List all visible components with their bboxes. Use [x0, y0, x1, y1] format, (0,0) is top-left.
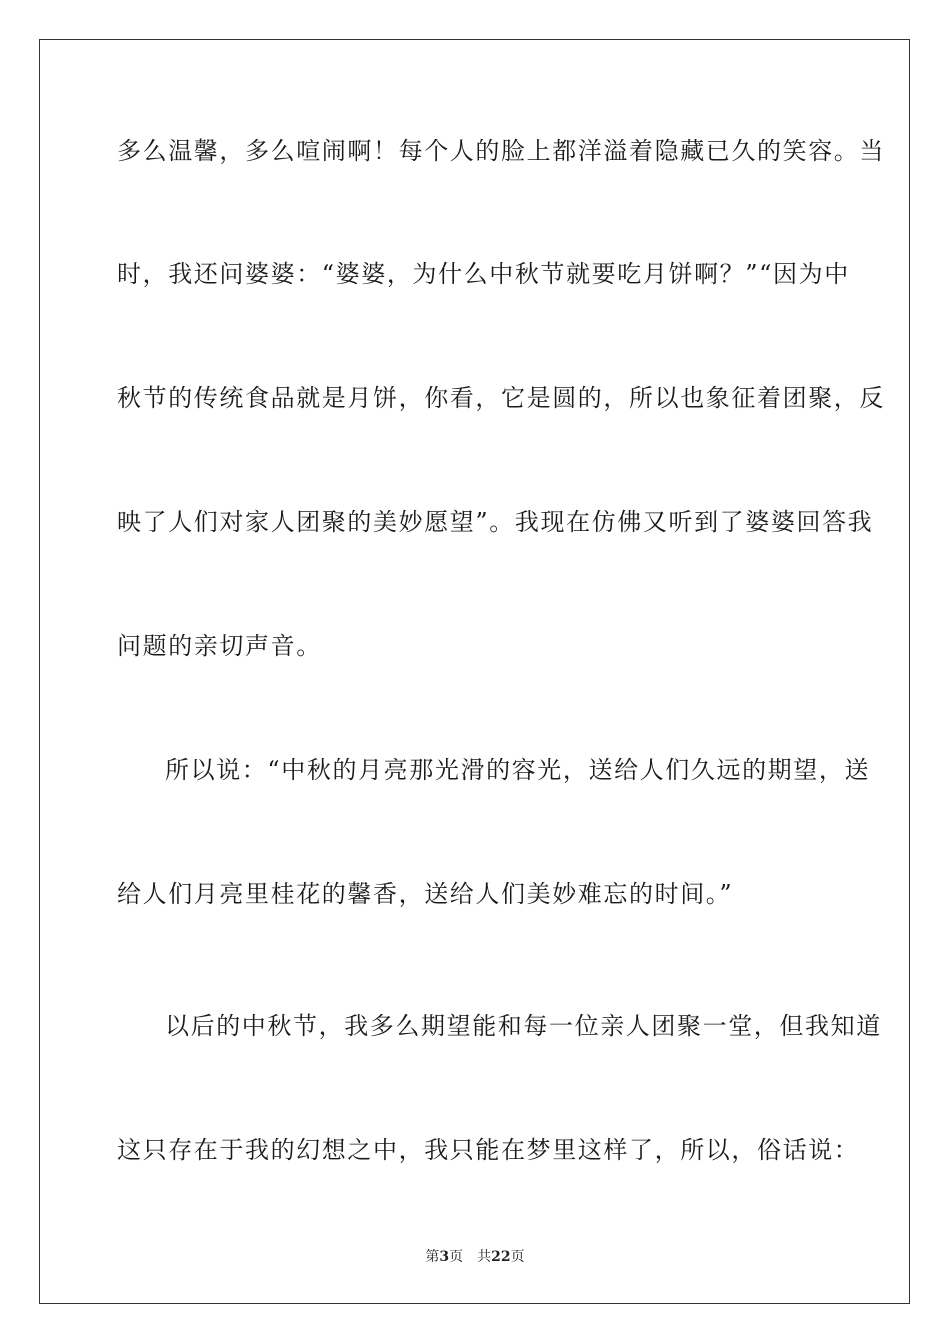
page-unit: 页 [449, 1249, 464, 1265]
paragraph-line: 秋节的传统食品就是月饼，你看，它是圆的，所以也象征着团聚，反 [117, 384, 885, 412]
paragraph-line: 给人们月亮里桂花的馨香，送给人们美妙难忘的时间。” [117, 880, 734, 908]
paragraph-line: 以后的中秋节，我多么期望能和每一位亲人团聚一堂，但我知道 [165, 1012, 882, 1040]
paragraph-line: 所以说：“中秋的月亮那光滑的容光，送给人们久远的期望，送 [165, 756, 871, 784]
page-footer [0, 1248, 950, 1266]
current-page-number: 3 [439, 1249, 450, 1265]
total-page-number: 22 [491, 1249, 511, 1265]
paragraph-line: 多么温馨，多么喧闹啊！每个人的脸上都洋溢着隐藏已久的笑容。当 [117, 137, 885, 165]
page-border [39, 39, 910, 1304]
paragraph-line: 映了人们对家人团聚的美妙愿望”。我现在仿佛又听到了婆婆回答我 [117, 508, 874, 536]
paragraph-line: 问题的亲切声音。 [117, 632, 322, 660]
total-prefix: 共 [477, 1249, 492, 1265]
paragraph-line: 时，我还问婆婆：“婆婆，为什么中秋节就要吃月饼啊？”“因为中 [117, 260, 850, 288]
page-prefix: 第 [425, 1249, 440, 1265]
total-unit: 页 [510, 1249, 525, 1265]
paragraph-line: 这只存在于我的幻想之中，我只能在梦里这样了，所以，俗话说： [117, 1136, 860, 1164]
